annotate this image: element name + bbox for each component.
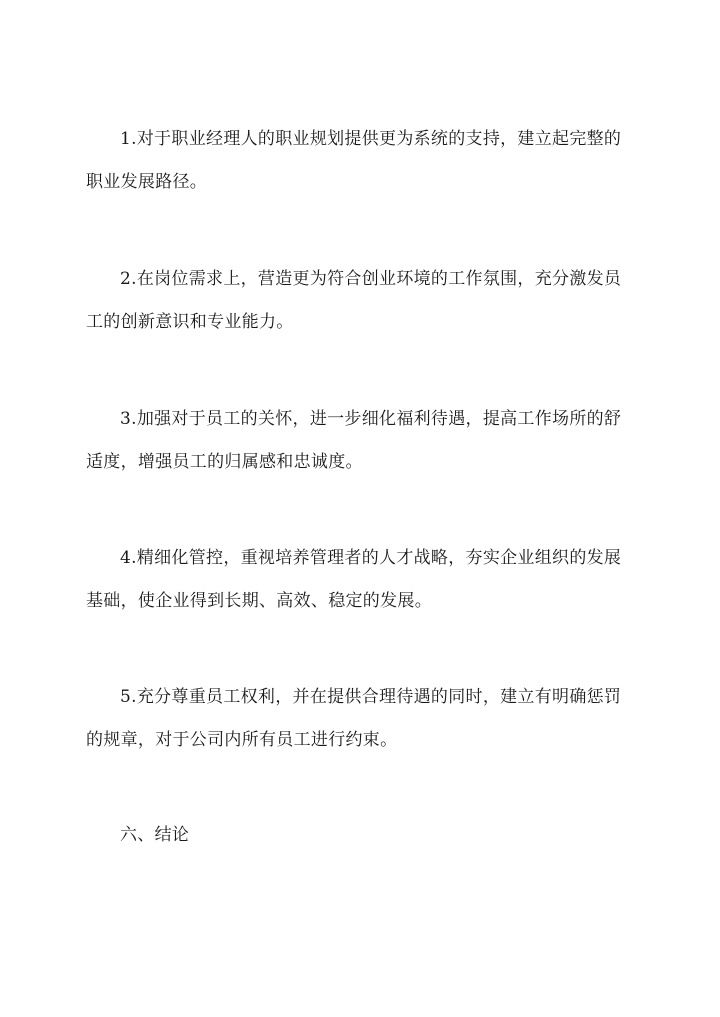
section-heading: 六、结论 xyxy=(120,825,190,845)
paragraph-1: 1.对于职业经理人的职业规划提供更为系统的支持，建立起完整的职业发展路径。 xyxy=(86,129,622,192)
paragraph-3: 3.加强对于员工的关怀，进一步细化福利待遇，提高工作场所的舒适度，增强员工的归属感和忠诚度。 xyxy=(86,409,622,472)
paragraph-4: 4.精细化管控，重视培养管理者的人才战略，夯实企业组织的发展基础，使企业得到长期、高效、稳定的发展。 xyxy=(86,548,622,611)
paragraph-2: 2.在岗位需求上，营造更为符合创业环境的工作氛围，充分激发员工的创新意识和专业能力。 xyxy=(86,269,622,332)
paragraph-5: 5.充分尊重员工权利，并在提供合理待遇的同时，建立有明确惩罚的规章，对于公司内所有员工进行约束。 xyxy=(86,687,622,750)
